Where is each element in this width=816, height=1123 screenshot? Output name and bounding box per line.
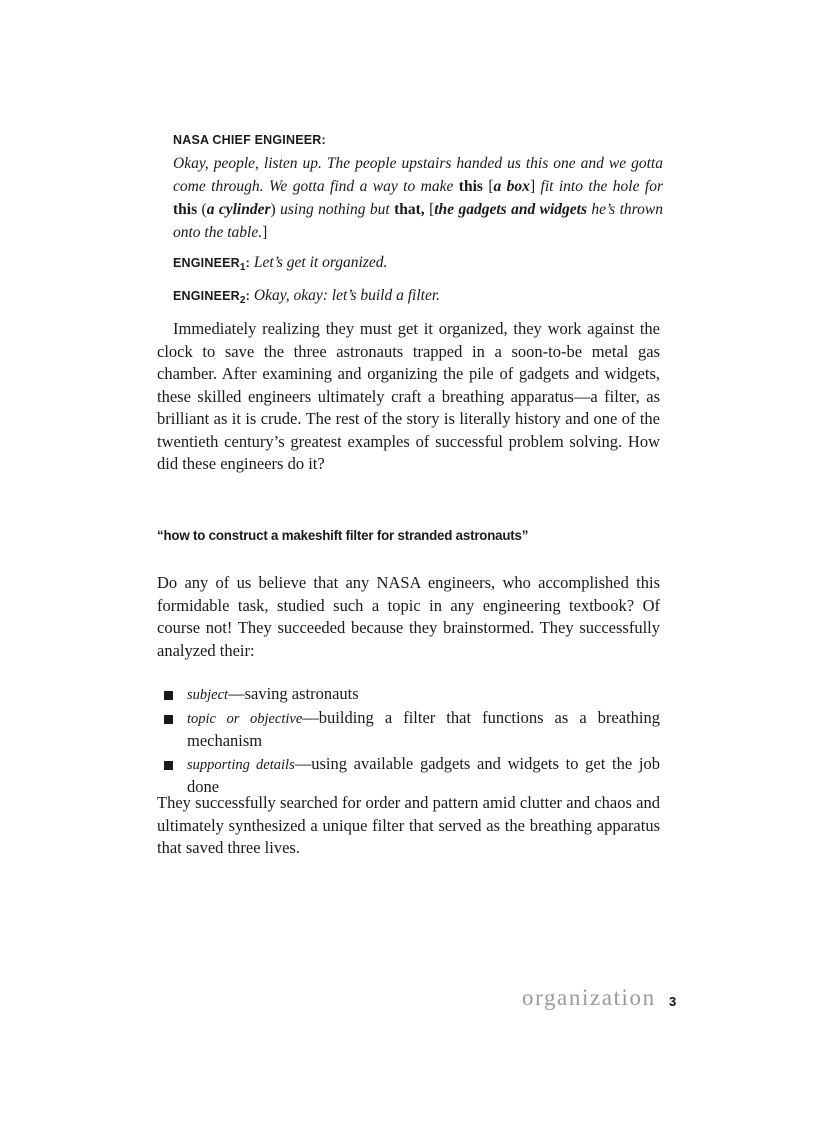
- engineer-2-label: ENGINEER: [173, 289, 240, 303]
- running-footer-section: organization: [522, 985, 656, 1010]
- list-term: topic or objective: [187, 710, 303, 727]
- quote-emphasis: this: [173, 201, 198, 218]
- engineer-2-colon: :: [245, 289, 251, 303]
- paragraph-text: Immediately realizing they must get it organized, they work against the clock to save the three astronauts trapped in a soon-to-be metal gas chamber. After examining and organizing the pile of gadgets and widgets, these skilled engineers ultimately craft a breathing apparatus—a filter, as brilliant as it is crude. The rest of the story is literally history and one of the twentieth century’s greatest examples of successful problem solving. How did these engineers do it?: [157, 319, 660, 473]
- engineer-1-subscript: 1: [239, 262, 246, 273]
- quote-bracket: [: [482, 178, 494, 195]
- chief-engineer-quote: [173, 152, 663, 244]
- analysis-list: [163, 683, 660, 799]
- square-bullet-icon: [164, 715, 173, 724]
- engineer-2-line: [173, 287, 440, 305]
- chief-engineer-label: NASA CHIEF ENGINEER:: [173, 133, 326, 147]
- section-heading: “how to construct a makeshift filter for stranded astronauts”: [157, 527, 529, 543]
- list-item: [163, 683, 660, 707]
- list-text: —using available gadgets and widgets to get the job done: [187, 753, 660, 796]
- body-paragraph-2: Do any of us believe that any NASA engineers, who accomplished this formidable task, studied such a topic in any engineering textbook? Of course not! They succeeded because they brainstormed. They successfully analyzed their:: [157, 573, 660, 660]
- engineer-1-quote: Let’s get it organized.: [253, 254, 388, 271]
- body-paragraph-3: They successfully searched for order and pattern amid clutter and chaos and ultimately synthesized a unique filter that served as the breathing apparatus that saved three lives.: [157, 793, 660, 857]
- quote-bracket: ]: [529, 178, 541, 195]
- page-number: 3: [669, 994, 677, 1009]
- quote-bracket: [: [424, 201, 435, 218]
- list-item: [163, 707, 660, 753]
- quote-emphasis: the gadgets and widgets: [434, 201, 587, 218]
- quote-emphasis: a cylinder: [206, 201, 271, 218]
- quote-bracket: ]: [262, 224, 268, 241]
- square-bullet-icon: [164, 691, 173, 700]
- engineer-1-label: ENGINEER: [173, 256, 240, 270]
- engineer-2-subscript: 2: [239, 295, 246, 306]
- list-term: subject: [187, 687, 229, 703]
- quote-emphasis: this: [458, 178, 483, 195]
- quote-bracket: (: [197, 201, 207, 218]
- quote-text: fit into the hole for: [540, 178, 663, 195]
- engineer-1-colon: :: [245, 256, 251, 270]
- list-text: —building a filter that functions as a breathing mechanism: [187, 707, 660, 750]
- body-paragraph-1: [157, 318, 660, 476]
- quote-emphasis: that,: [394, 201, 425, 218]
- quote-text: he’s thrown onto the table.: [173, 201, 663, 241]
- engineer-1-line: [173, 254, 387, 272]
- square-bullet-icon: [164, 761, 173, 770]
- list-term: supporting details: [187, 756, 295, 773]
- quote-emphasis: a box: [493, 178, 530, 195]
- quote-text: using nothing but: [280, 201, 395, 218]
- list-text: —saving astronauts: [228, 684, 359, 703]
- quote-text: Okay, people, listen up. The people upstairs handed us this one and we gotta come through. We gotta find a way to make: [173, 155, 663, 195]
- quote-bracket: ): [270, 201, 281, 218]
- engineer-2-quote: Okay, okay: let’s build a filter.: [253, 287, 441, 304]
